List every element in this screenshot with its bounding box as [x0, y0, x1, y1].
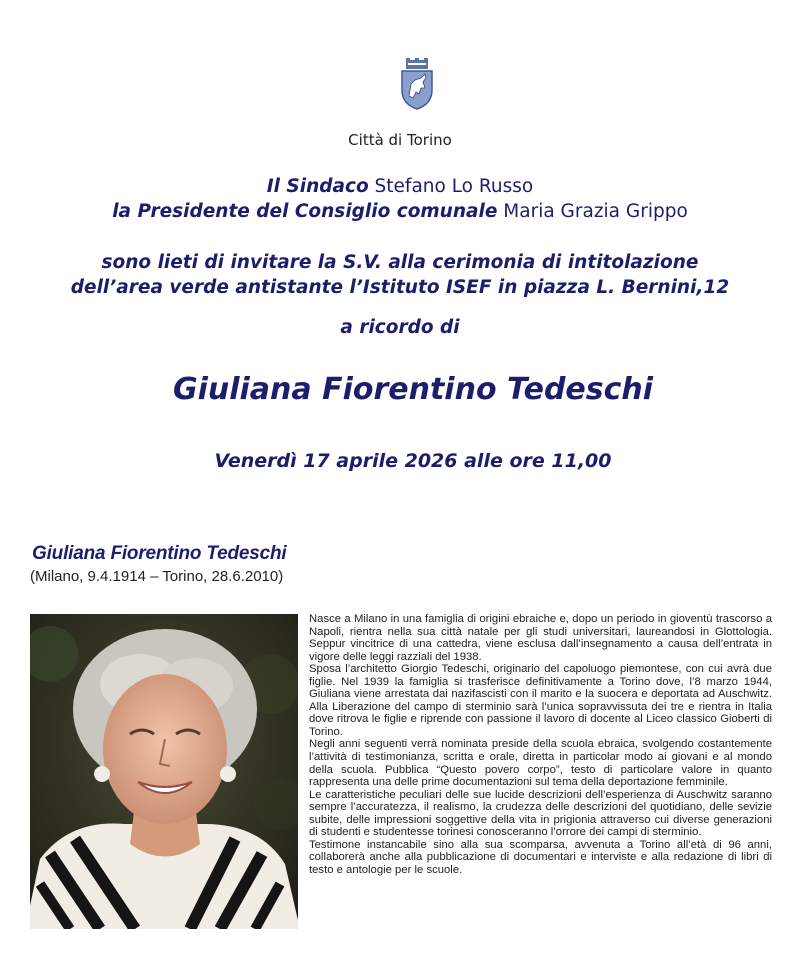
mayor-line	[0, 176, 800, 197]
city-crest-icon	[399, 58, 435, 110]
bio-paragraph: Nasce a Milano in una famiglia di origini ebraiche e, dopo un periodo in gioventù trascorso a Napoli, rientra nella sua città natale per gli studi universitari, laureandosi in Glottologia. Seppur vincitrice di una cattedra, viene esclusa dall’insegnamento a causa dell’entrata in vigore delle leggi razziali del 1938.	[309, 613, 772, 663]
in-memory-label: a ricordo di	[340, 317, 460, 338]
invitation-line-1: sono lieti di invitare la S.V. alla cerimonia di intitolazione	[101, 252, 699, 273]
bio-paragraph: Negli anni seguenti verrà nominata preside della scuola ebraica, svolgendo costantemente l’attività di testimonianza, scritta e orale, diretta in particolar modo ai giovani e al mondo della scuola. Pubblica “Questo povero corpo”, testo di particolare valore in quanto rappresenta una delle prime documentazioni sul tema della deportazione femminile.	[309, 738, 772, 789]
president-role: la Presidente del Consiglio comunale	[112, 201, 498, 222]
biography-text	[309, 613, 772, 876]
portrait-photo	[30, 614, 298, 929]
president-line	[0, 201, 800, 222]
bio-dates: (Milano, 9.4.1914 – Torino, 28.6.2010)	[30, 568, 284, 585]
mayor-name: Stefano Lo Russo	[374, 176, 534, 197]
bio-paragraph: Sposa l’architetto Giorgio Tedeschi, originario del capoluogo piemontese, con cui avrà due figlie. Nel 1939 la famiglia si trasferisce definitivamente a Torino dove, l’8 marzo 1944, Giuliana viene arrestata dai nazifascisti con il marito e la suocera e deportata ad Auschwitz. Alla Liberazione del campo di sterminio sarà l’unica sopravvissuta dei tre e rientra in Italia dove ritrova le figlie e riprende con passione il lavoro di docente al Liceo classico Gioberti di Torino.	[309, 663, 772, 738]
president-name: Maria Grazia Grippo	[503, 201, 688, 222]
invitation-line-2: dell’area verde antistante l’Istituto ISEF in piazza L. Bernini,12	[70, 277, 730, 298]
mayor-role: Il Sindaco	[266, 176, 369, 197]
bio-paragraph: Testimone instancabile sino alla sua scomparsa, avvenuta a Torino all’età di 96 anni, collaborerà anche alla pubblicazione di documentari e interviste e alla redazione di libri di testo e antologie per le scuole.	[309, 838, 772, 876]
honoree-name: Giuliana Fiorentino Tedeschi	[172, 372, 654, 407]
bio-paragraph: Le caratteristiche peculiari delle sue lucide descrizioni dell’esperienza di Auschwitz saranno sempre l’accuratezza, il realismo, la crudezza delle descrizioni del quotidiano, delle sevizie subite, delle impressioni soggettive della vita in prigionia attraverso cui diverse generazioni di studenti e studentesse torinesi conosceranno l’orrore dei campi di sterminio.	[309, 788, 772, 839]
event-datetime: Venerdì 17 aprile 2026 alle ore 11,00	[214, 450, 612, 472]
bio-name: Giuliana Fiorentino Tedeschi	[32, 543, 287, 564]
city-name: Città di Torino	[348, 131, 452, 149]
